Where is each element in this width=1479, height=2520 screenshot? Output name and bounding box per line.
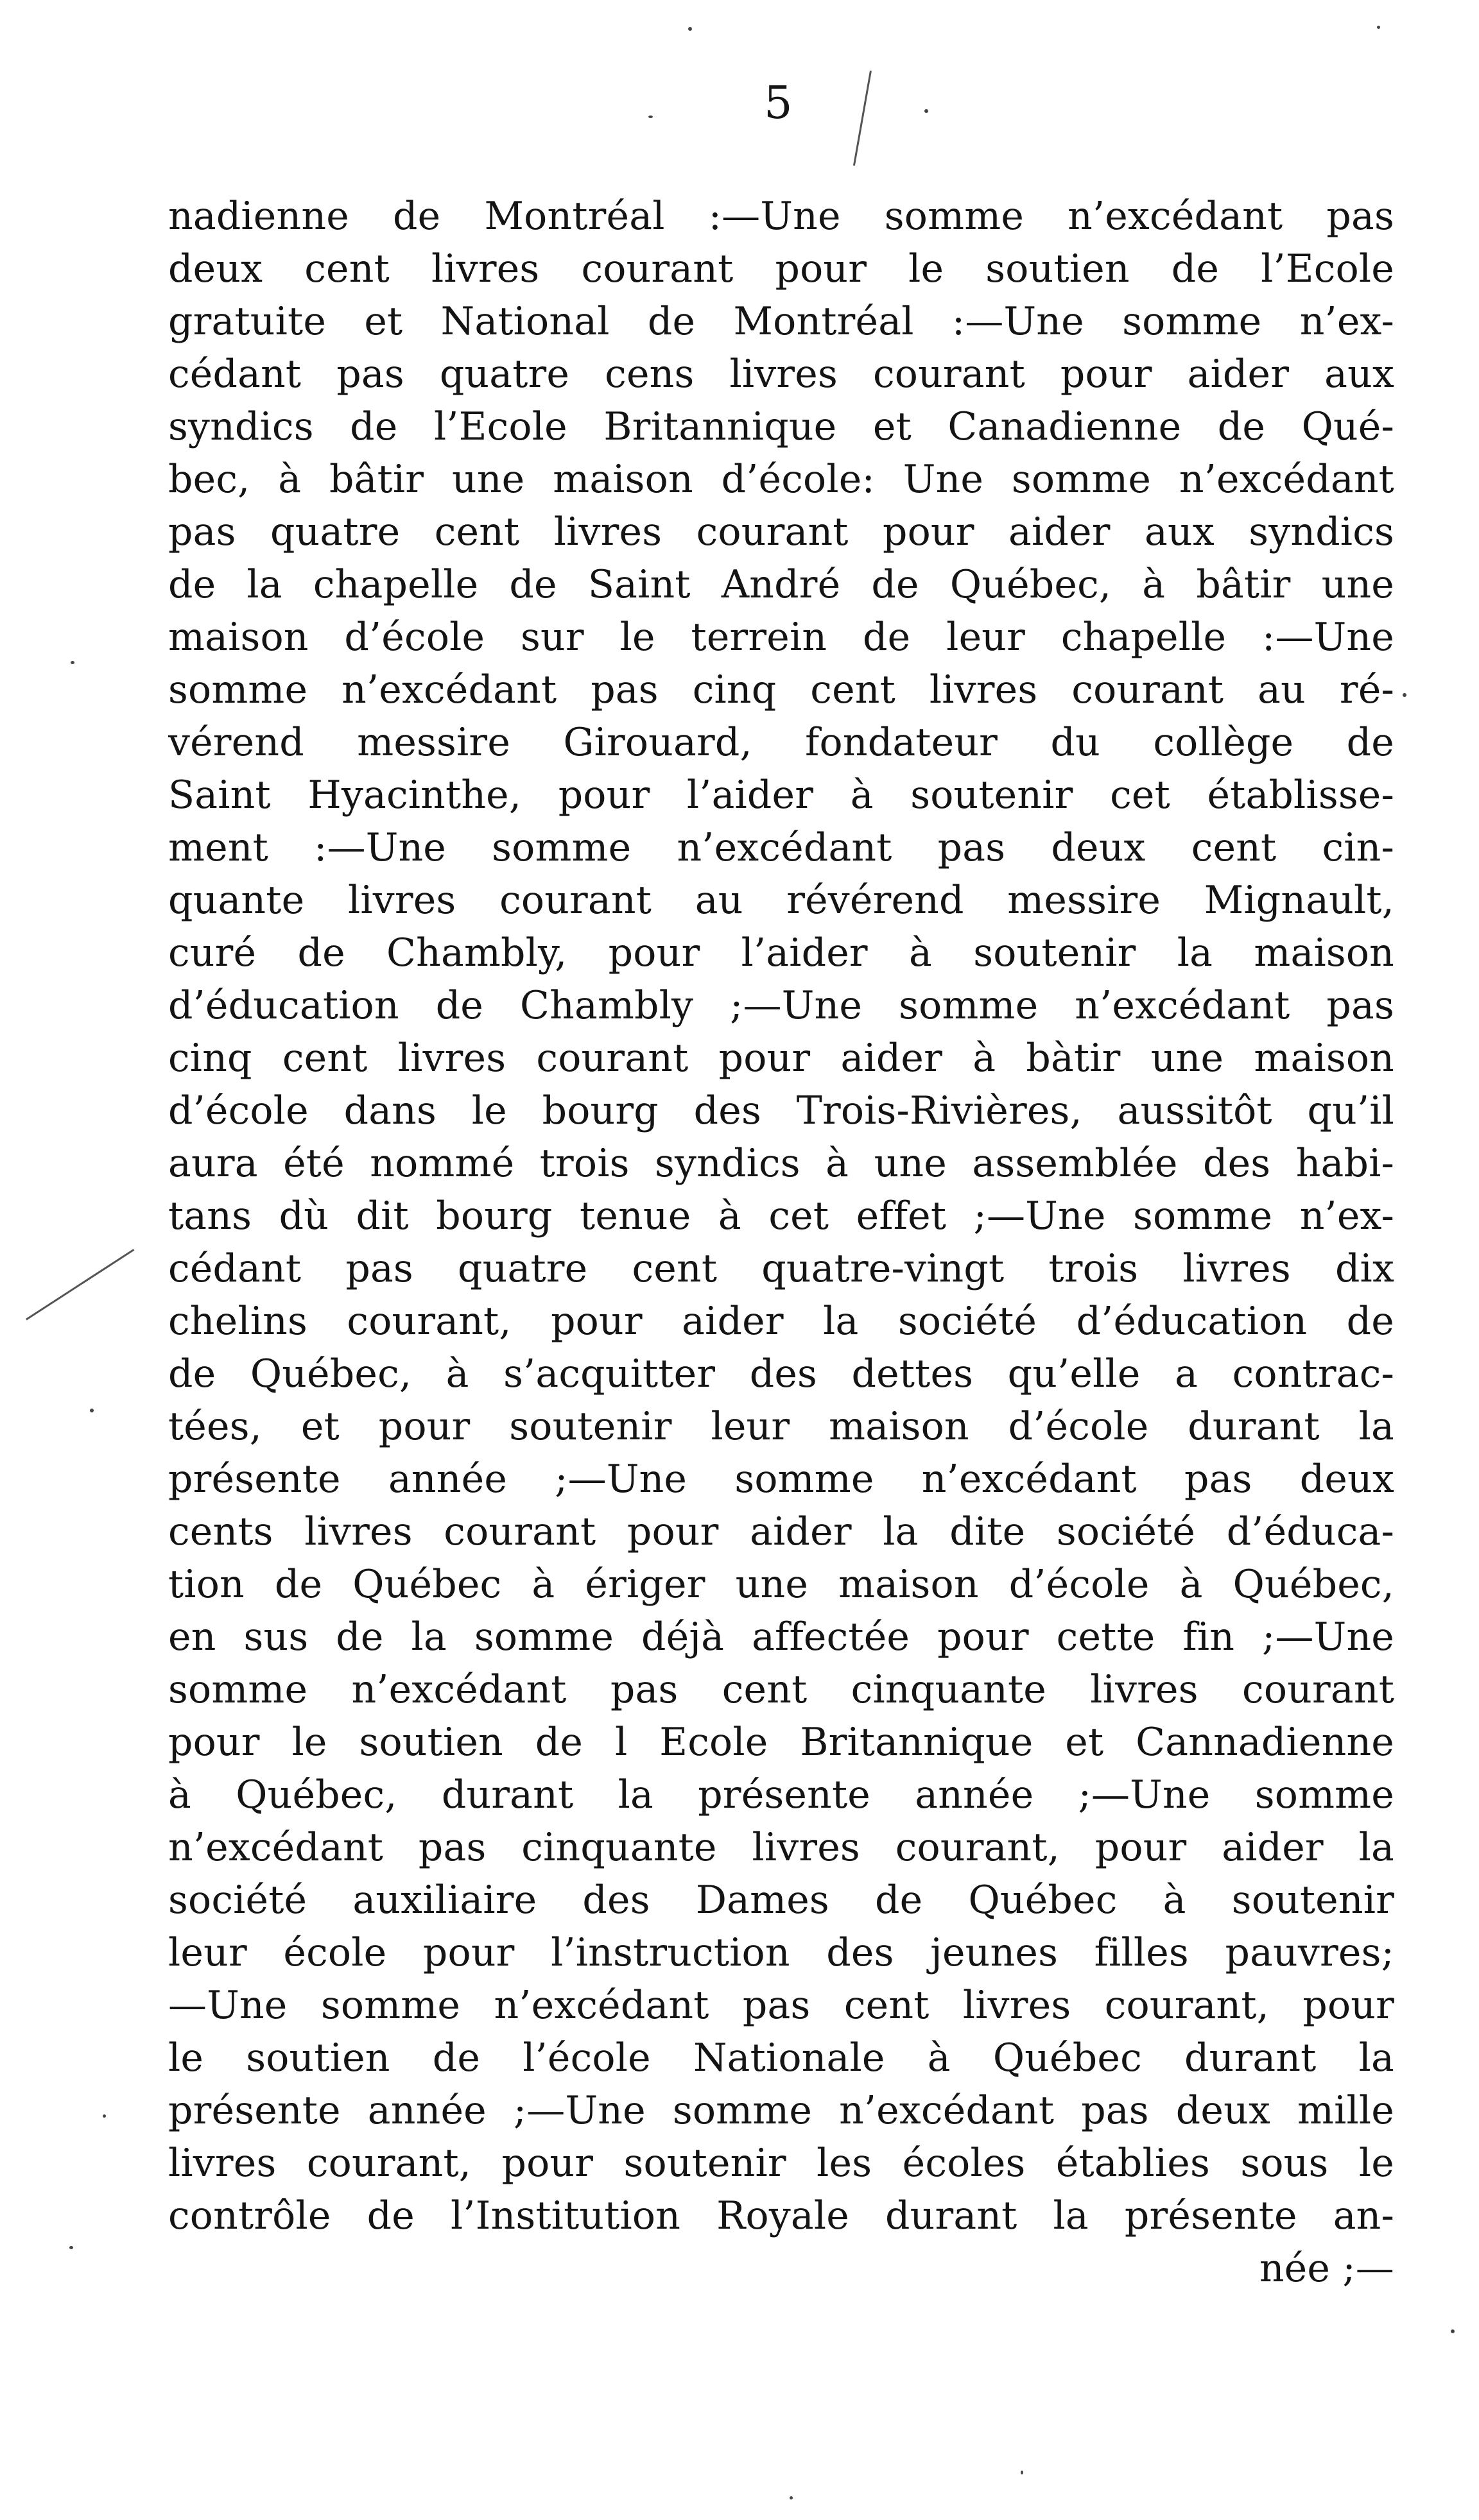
text-line: contrôle de l’Institution Royale durant la présente an-: [168, 2193, 1394, 2238]
text-line: deux cent livres courant pour le soutien de l’Ecole: [168, 246, 1394, 291]
text-line: à Québec, durant la présente année ;—Une somme: [168, 1772, 1394, 1817]
scan-speck: [69, 2246, 73, 2249]
text-line: curé de Chambly, pour l’aider à soutenir la maison: [168, 930, 1394, 975]
text-line: syndics de l’Ecole Britannique et Canadienne de Qué-: [168, 404, 1394, 449]
text-line: bec, à bâtir une maison d’école: Une somme n’excédant: [168, 457, 1394, 502]
text-line: leur école pour l’instruction des jeunes filles pauvres;: [168, 1930, 1394, 1975]
text-line-catchword: née ;—: [1259, 2246, 1394, 2291]
page-number: 5: [764, 76, 793, 129]
text-line: cédant pas quatre cens livres courant pour aider aux: [168, 352, 1394, 397]
scan-speck: [1403, 693, 1406, 697]
text-line: tans dù dit bourg tenue à cet effet ;—Une somme n’ex-: [168, 1194, 1394, 1239]
text-line: vérend messire Girouard, fondateur du collège de: [168, 720, 1394, 765]
scan-speck: [924, 109, 928, 113]
text-line: nadienne de Montréal :—Une somme n’excédant pas: [168, 194, 1394, 239]
text-line: cents livres courant pour aider la dite société d’éduca-: [168, 1509, 1394, 1554]
scan-speck: [103, 2114, 106, 2118]
text-line: d’école dans le bourg des Trois-Rivières, aussitôt qu’il: [168, 1088, 1394, 1133]
text-line: —Une somme n’excédant pas cent livres courant, pour: [168, 1983, 1394, 2028]
text-line: somme n’excédant pas cinq cent livres courant au ré-: [168, 667, 1394, 712]
scan-speck: [90, 1409, 94, 1412]
text-line: Saint Hyacinthe, pour l’aider à soutenir cet établisse-: [168, 773, 1394, 818]
text-line: n’excédant pas cinquante livres courant, pour aider la: [168, 1825, 1394, 1870]
body-text: [168, 190, 1394, 2295]
scan-speck: [688, 27, 692, 31]
text-line: présente année ;—Une somme n’excédant pas deux: [168, 1457, 1394, 1502]
text-line: ment :—Une somme n’excédant pas deux cent cin-: [168, 825, 1394, 870]
scan-speck: [1021, 2471, 1023, 2474]
text-line: le soutien de l’école Nationale à Québec durant la: [168, 2036, 1394, 2080]
text-line: de Québec, à s’acquitter des dettes qu’elle a contrac-: [168, 1351, 1394, 1396]
text-line: présente année ;—Une somme n’excédant pas deux mille: [168, 2088, 1394, 2133]
text-line: aura été nommé trois syndics à une assemblée des habi-: [168, 1141, 1394, 1186]
text-line: d’éducation de Chambly ;—Une somme n’excédant pas: [168, 983, 1394, 1028]
scan-speck: [790, 2496, 793, 2499]
text-line: de la chapelle de Saint André de Québec, à bâtir une: [168, 562, 1394, 607]
text-line: société auxiliaire des Dames de Québec à soutenir: [168, 1878, 1394, 1923]
text-line: maison d’école sur le terrein de leur chapelle :—Une: [168, 615, 1394, 660]
text-line: chelins courant, pour aider la société d’éducation de: [168, 1299, 1394, 1344]
text-line: pour le soutien de l Ecole Britannique et Cannadienne: [168, 1720, 1394, 1765]
text-line: en sus de la somme déjà affectée pour cette fin ;—Une: [168, 1615, 1394, 1659]
stray-pen-mark: [26, 1249, 134, 1320]
text-line: tion de Québec à ériger une maison d’école à Québec,: [168, 1562, 1394, 1607]
scan-speck: [648, 116, 653, 118]
scan-speck: [1377, 26, 1380, 29]
scan-speck: [71, 661, 74, 664]
text-line: pas quatre cent livres courant pour aider aux syndics: [168, 510, 1394, 554]
text-line: somme n’excédant pas cent cinquante livres courant: [168, 1667, 1394, 1712]
text-line: quante livres courant au révérend messire Mignault,: [168, 878, 1394, 923]
scan-speck: [1451, 2329, 1455, 2333]
text-line: cinq cent livres courant pour aider à bàtir une maison: [168, 1036, 1394, 1081]
text-line: livres courant, pour soutenir les écoles établies sous le: [168, 2141, 1394, 2186]
stray-pen-mark: [853, 71, 872, 166]
text-line: cédant pas quatre cent quatre-vingt trois livres dix: [168, 1246, 1394, 1291]
text-line: gratuite et National de Montréal :—Une somme n’ex-: [168, 299, 1394, 344]
text-line: tées, et pour soutenir leur maison d’école durant la: [168, 1404, 1394, 1449]
